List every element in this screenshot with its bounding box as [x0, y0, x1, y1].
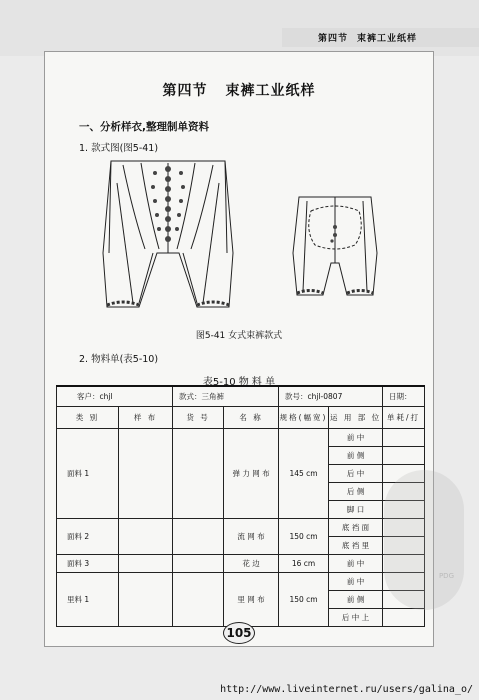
position-cell: 后 侧 — [329, 483, 383, 501]
width-cell: 16 cm — [279, 555, 329, 573]
width-cell: 145 cm — [279, 429, 329, 519]
position-cell: 底 裆 面 — [329, 519, 383, 537]
position-cell: 前 中 — [329, 429, 383, 447]
item-number-cell — [173, 519, 224, 555]
category-cell: 面料 2 — [57, 519, 119, 555]
table-title: 表5-10 物 料 单 — [202, 377, 276, 388]
order-style-no: 款号：chjl-0807 — [279, 386, 383, 407]
heading-analysis: 一、分析样衣,整理制单资料 — [79, 121, 209, 133]
material-name-cell: 里 网 布 — [224, 573, 279, 627]
item-number-cell — [173, 573, 224, 627]
order-info-row — [57, 386, 425, 407]
column-header: 货 号 — [173, 407, 224, 429]
position-cell: 底 裆 里 — [329, 537, 383, 555]
position-cell: 前 侧 — [329, 447, 383, 465]
category-cell: 面料 1 — [57, 429, 119, 519]
table-row — [57, 573, 425, 591]
position-cell: 前 中 — [329, 555, 383, 573]
material-name-cell: 弹 力 网 布 — [224, 429, 279, 519]
table-row — [57, 429, 425, 447]
running-header-title: 束裤工业纸样 — [357, 34, 418, 44]
material-name-cell: 花 边 — [224, 555, 279, 573]
front-view-drawing — [93, 153, 243, 325]
running-header — [318, 31, 417, 44]
width-cell: 150 cm — [279, 573, 329, 627]
position-cell: 后 中 上 — [329, 609, 383, 627]
column-header: 运 用 部 位 — [329, 407, 383, 429]
material-table — [56, 385, 425, 627]
library-stamp — [384, 470, 464, 610]
material-table-wrap — [56, 385, 424, 627]
category-cell: 面料 3 — [57, 555, 119, 573]
section-number: 第四节 — [162, 83, 208, 99]
consumption-cell — [383, 429, 425, 447]
order-customer: 客户：chjl — [57, 386, 173, 407]
column-header: 名 称 — [224, 407, 279, 429]
width-cell: 150 cm — [279, 519, 329, 555]
position-cell: 后 中 — [329, 465, 383, 483]
table-header-row — [57, 407, 425, 429]
stamp-text: PDG — [438, 572, 454, 580]
running-header-section: 第四节 — [318, 34, 349, 44]
section-name: 束裤工业纸样 — [225, 83, 316, 99]
column-header: 类 别 — [57, 407, 119, 429]
item-number-cell — [173, 555, 224, 573]
section-title — [45, 80, 433, 100]
heading-material-list: 2. 物料单(表5-10) — [79, 354, 159, 365]
consumption-cell — [383, 609, 425, 627]
figure-caption: 图5-41 女式束裤款式 — [195, 331, 283, 341]
column-header: 单耗/打 — [383, 407, 425, 429]
order-style: 款式：三角裤 — [173, 386, 279, 407]
column-header: 规格(幅宽) — [279, 407, 329, 429]
source-url: http://www.liveinternet.ru/users/galina_o/ — [220, 684, 473, 695]
back-view-drawing — [285, 191, 385, 309]
position-cell: 脚 口 — [329, 501, 383, 519]
page-number: 105 — [223, 622, 255, 644]
item-number-cell — [173, 429, 224, 519]
heading-style-drawing: 1. 款式图(图5-41) — [79, 143, 159, 154]
material-table-body — [57, 386, 425, 627]
consumption-cell — [383, 447, 425, 465]
position-cell: 前 中 — [329, 573, 383, 591]
column-header: 样 布 — [119, 407, 173, 429]
page-content — [44, 51, 434, 647]
position-cell: 前 侧 — [329, 591, 383, 609]
category-cell: 里料 1 — [57, 573, 119, 627]
fabric-sample-cell — [119, 519, 173, 555]
material-name-cell: 流 网 布 — [224, 519, 279, 555]
fabric-sample-cell — [119, 555, 173, 573]
order-date: 日期： — [383, 386, 425, 407]
fabric-sample-cell — [119, 429, 173, 519]
table-row — [57, 555, 425, 573]
fabric-sample-cell — [119, 573, 173, 627]
table-row — [57, 519, 425, 537]
